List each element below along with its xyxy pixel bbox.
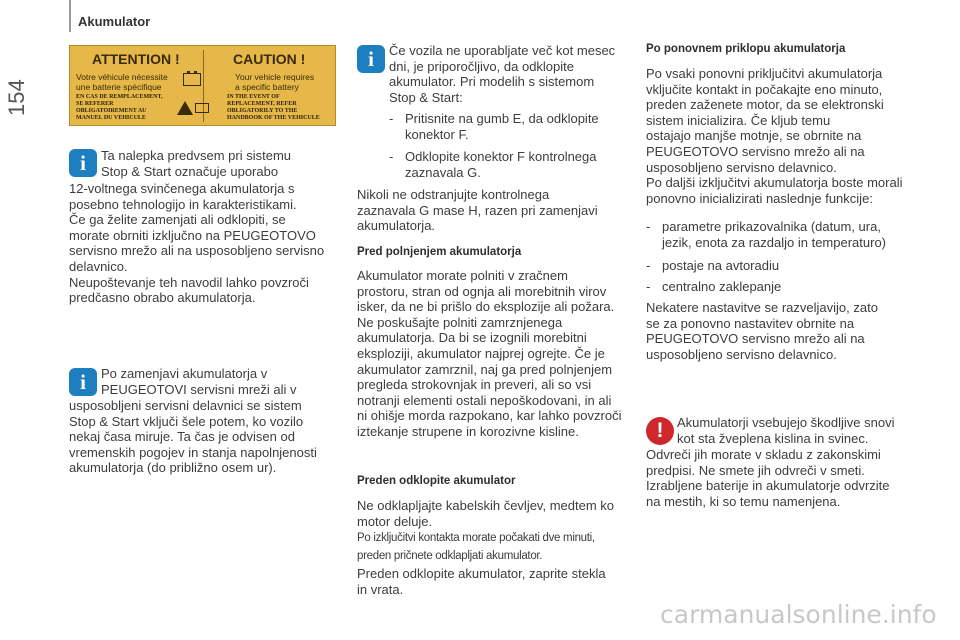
hazard-body: Odvreči jih morate v skladu z zakonskimi predpisi. Ne smete jih odvreči v smeti. Izrabljene baterije in akumulatorje odvrzite na mestih, ki so temu namenjena. [646,447,890,509]
hazard-first-lines: Akumulatorji vsebujejo škodljive snovi kot sta žveplena kislina in svinec. [677,415,895,446]
note2-first-lines: Po zamenjavi akumulatorja v PEUGEOTOVI servisni mreži ali v [101,366,297,397]
bullet-dash: - [389,111,394,126]
label-en-small: IN THE EVENT OF REPLACEMENT, REFER OBLIGATORILY TO THE HANDBOOK OF THE VEHICULE [227,94,320,121]
disconnect-paragraph: Ne odklapljajte kabelskih čevljev, medtem ko motor deluje. [357,498,614,529]
reconnect-paragraph: Po vsaki ponovni priključitvi akumulatorja vključite kontakt in počakajte eno minuto, preden zaženete motor, da se elektronski sistem inicializira. Če kljub temu ostajajo manjše motnje, se obrnite na PEUGEOTOVO servisno mrežo ali na usposobljeno servisno delavnico. Po daljši izključitvi akumulatorja boste morali ponovno inicializirati naslednje funkcije: [646,66,903,206]
note1-first-lines: Ta nalepka predvsem pri sistemu Stop & Start označuje uporabo [101,148,292,179]
heading-before-charging: Pred polnjenjem akumulatorja [357,246,522,258]
warning-triangle-icon [177,101,193,115]
bullet-disconnect-connector: Odklopite konektor F kontrolnega zaznavala G. [405,149,597,180]
bullet-radio-stations: postaje na avtoradiu [662,258,780,273]
battery-icon [183,73,201,86]
note2-body: usposobljeni servisni delavnici se sistem Stop & Start vključi šele potem, ko vozilo nekaj časa miruje. Ta čas je odvisen od vremenskih pogojev in stanja napolnjenosti akumulatorja (do približno osem ur). [69,398,317,476]
settings-paragraph: Nekatere nastavitve se razveljavijo, zato se za ponovno nastavitev obrnite na PEUGEOTOVO servisno mrežo ali na usposobljeno servisno delavnico. [646,300,878,362]
warning-icon: ! [646,417,674,445]
bullet-press-button: Pritisnite na gumb E, da odklopite konektor F. [405,111,599,142]
label-en-text: Your vehicle requires a specific battery [235,72,315,92]
wait-paragraph: Po izključitvi kontakta morate počakati dve minuti, preden pričnete odklapljati akumulator. [357,532,595,562]
charging-paragraph: Akumulator morate polniti v zračnem prostoru, stran od ognja ali morebitnih virov isker, da ne bi prišlo do eksplozije ali požara. Ne poskušajte polniti zamrznjenega akumulatorja. Da bi se izognili morebitni eksploziji, akumulator najprej ogrejte. Če je akumulator zamrznil, naj ga pred polnjenjem pregleda strokovnjak in preveri, ali so vsi notranji elementi ostali nepoškodovani, in ali ni ohišje morda razpokano, kar lahko povzroči iztekanje strupene in korozivne kisline. [357,268,622,439]
book-icon [195,103,209,113]
bullet-central-locking: centralno zaklepanje [662,279,782,294]
note1-body: 12-voltnega svinčenega akumulatorja s posebno tehnologijo in karakteristikami. Če ga želite zamenjati ali odklopiti, se morate obrniti izključno na PEUGEOTOVO servisno mrežo ali na usposobljeno servisno delavnico. Neupoštevanje teh navodil lahko povzroči predčasno obrabo akumulatorja. [69,181,325,306]
bullet-display-params: parametre prikazovalnika (datum, ura, jezik, enota za razdaljo in temperaturo) [662,219,887,250]
bullet-dash: - [646,219,651,234]
heading-after-reconnect: Po ponovnem priklopu akumulatorja [646,43,846,55]
label-attention: ATTENTION ! [92,51,180,67]
label-caution: CAUTION ! [233,51,306,67]
label-fr-text: Votre véhicule nécessite une batterie spécifique [76,72,168,92]
info-icon: i [69,149,97,177]
bullet-dash: - [646,279,651,294]
label-fr-small: EN CAS DE REMPLACEMENT, SE REFERER OBLIGATOIREMENT AU MANUEL DU VEHICULE [76,94,163,121]
info-icon: i [357,45,385,73]
bullet-dash: - [389,149,394,164]
page-number: 154 [4,79,29,116]
close-windows-paragraph: Preden odklopite akumulator, zaprite stekla in vrata. [357,566,606,597]
heading-before-disconnect: Preden odklopite akumulator [357,475,516,487]
sensor-paragraph: Nikoli ne odstranjujte kontrolnega zaznavala G mase H, razen pri zamenjavi akumulatorja. [357,187,598,234]
side-bar [69,0,71,32]
info-icon: i [69,368,97,396]
battery-warning-label [69,45,336,126]
disconnect-note: Če vozila ne uporabljate več kot mesec dni, je priporočljivo, da odklopite akumulator. Pri modelih s sistemom Stop & Start: [389,43,616,105]
watermark: carmanualsonline.info [660,600,937,629]
chapter-title: Akumulator [78,14,151,29]
bullet-dash: - [646,258,651,273]
